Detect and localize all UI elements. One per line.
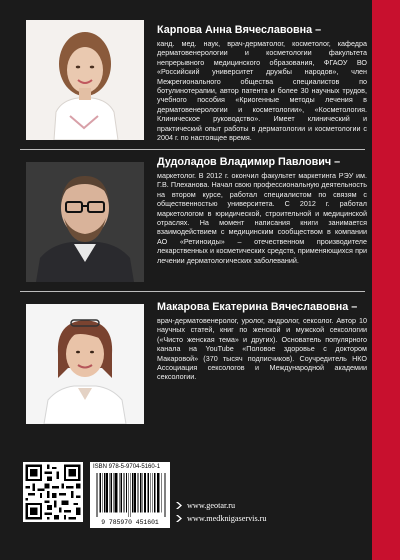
chevron-mark-icon	[176, 515, 184, 522]
author-entry-makarova	[157, 301, 367, 382]
author-bio: врач-дерматовенеролог, уролог, андролог, сексолог. Автор 10 научных статей, книг по женской и мужской сексологии («Чисто женская тема» и других). Основатель популярного канала на YouTube «Половое здоровье с доктором Макаровой» (370 тысяч подписчиков). Соучредитель НКО Ассоциация сексологов и Международной академии сексологии.	[157, 316, 367, 382]
author-entry-karpova	[157, 24, 367, 142]
author-name: Дудоладов Владимир Павлович –	[157, 156, 341, 168]
site-link-geotar[interactable]	[176, 499, 316, 512]
author-name: Макарова Екатерина Вячеславовна –	[157, 301, 358, 313]
author-photo-dudoladov	[26, 162, 144, 282]
author-entry-dudoladov	[157, 156, 367, 265]
red-spine-strip	[372, 0, 400, 560]
isbn-label: ISBN 978-5-9704-5160-1	[93, 464, 161, 470]
author-photo-makarova	[26, 304, 144, 424]
isbn-barcode	[90, 462, 170, 528]
site-url: www.geotar.ru	[187, 501, 236, 510]
barcode-number: 9 785970 451601	[101, 519, 159, 526]
author-bio: канд. мед. наук, врач-дерматолог, косметолог, кафедра дерматовенерологии и косметологии факультета непрерывного медицинского образования, ФГАОУ ВО «Российский университет дружбы народов», член Межрегионального общества специалистов по ботулинотерапии, автор патента и более 30 научных трудов, учебного пособия «Криогенные методы лечения в дерматовенерологии и косметологии», «Косметология. Клиническое руководство». Имеет клинический и практический опыт работы в дерматологии и косметологии с 2004 г. по настоящее время.	[157, 39, 367, 143]
author-name: Карпова Анна Вячеславовна –	[157, 24, 322, 36]
qr-code-icon	[23, 462, 83, 522]
section-divider	[20, 291, 365, 292]
site-link-medknigaservis[interactable]	[176, 512, 316, 525]
publisher-sites	[176, 499, 316, 525]
author-bio: маркетолог. В 2012 г. окончил факультет маркетинга РЭУ им. Г.В. Плеханова. Начал свою профессиональную деятельность на втором курсе, работал специалистом по связям с общественностью университета. С 2012 г. работал маркетологом в юридической, строительной и медицинской отраслях. На момент написания книги занимается взаимодействием с медицинским сообществом в компании АО «Ретиноиды» – отечественном производителе лекарственных и косметических средств, применяющихся при лечении дерматологических заболеваний.	[157, 171, 367, 265]
chevron-mark-icon	[176, 502, 184, 509]
author-photo-karpova	[26, 20, 144, 140]
barcode-bars	[96, 473, 166, 517]
section-divider	[20, 149, 365, 150]
site-url: www.medknigaservis.ru	[187, 514, 267, 523]
